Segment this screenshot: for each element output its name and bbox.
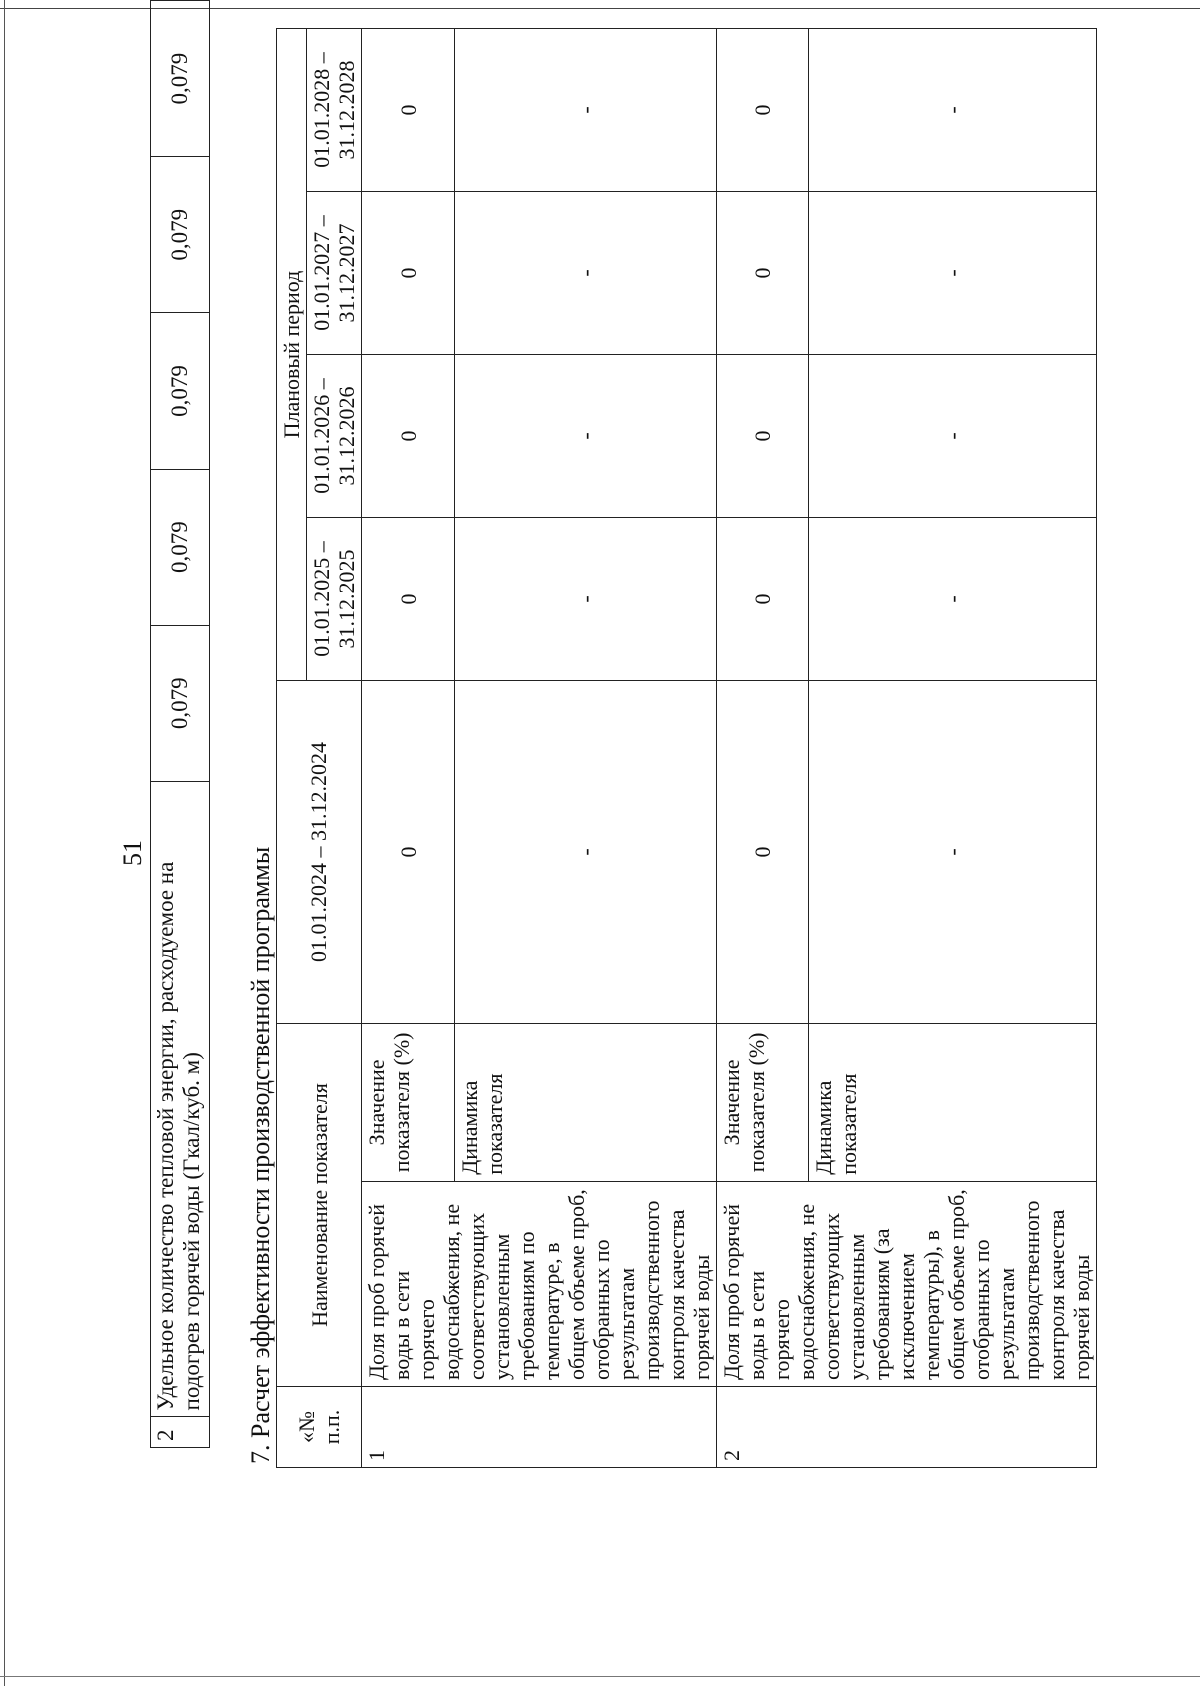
dynamics-cell: - xyxy=(809,355,1097,518)
dynamics-cell: - xyxy=(809,29,1097,192)
value-cell: 0 xyxy=(362,355,455,518)
value-cell: 0 xyxy=(362,518,455,681)
dynamics-cell: - xyxy=(455,518,717,681)
dynamics-cell: - xyxy=(455,681,717,1024)
value-cell: 0,079 xyxy=(151,469,210,625)
value-cell: 0,079 xyxy=(151,1,210,157)
value-label: Значение показателя (%) xyxy=(717,1024,809,1182)
row-number: 1 xyxy=(362,1387,717,1468)
dynamics-label: Динамика показателя xyxy=(455,1024,717,1182)
dynamics-cell: - xyxy=(809,518,1097,681)
value-cell: 0 xyxy=(717,355,809,518)
value-cell: 0,079 xyxy=(151,157,210,313)
table-row xyxy=(151,1,210,1448)
dynamics-cell: - xyxy=(809,192,1097,355)
header-plan-year: 01.01.2025 – 31.12.2025 xyxy=(307,518,362,681)
value-label: Значение показателя (%) xyxy=(362,1024,455,1182)
header-first-period: 01.01.2024 – 31.12.2024 xyxy=(277,681,362,1024)
value-cell: 0 xyxy=(717,518,809,681)
row-description: Доля проб горячей воды в сети горячего водоснабжения, не соответствующих установленным требованиям по температуре, в общем объеме проб, отобранных по результатам производственного контроля качества горячей воды xyxy=(362,1181,717,1386)
value-cell: 0 xyxy=(362,681,455,1024)
row-number: 2 xyxy=(151,1417,210,1448)
value-cell: 0 xyxy=(717,29,809,192)
table-row xyxy=(717,29,809,1468)
header-plan-year: 01.01.2026 – 31.12.2026 xyxy=(307,355,362,518)
row-description: Доля проб горячей воды в сети горячего водоснабжения, не соответствующих установленным требованиям (за исключением температуры), в общем объеме проб, отобранных по результатам производственного контроля качества горячей воды xyxy=(717,1181,1097,1386)
value-cell: 0 xyxy=(717,681,809,1024)
value-cell: 0 xyxy=(362,29,455,192)
header-plan-year: 01.01.2028 – 31.12.2028 xyxy=(307,29,362,192)
section-title: 7. Расчет эффективности производственной программы xyxy=(246,846,275,1464)
dynamics-cell: - xyxy=(455,355,717,518)
header-number: «№ п.п. xyxy=(277,1387,362,1468)
value-cell: 0 xyxy=(362,192,455,355)
header-row xyxy=(277,29,307,1468)
value-cell: 0 xyxy=(717,192,809,355)
header-plan-year: 01.01.2027 – 31.12.2027 xyxy=(307,192,362,355)
header-name: Наименование показателя xyxy=(277,1024,362,1387)
value-cell: 0,079 xyxy=(151,313,210,469)
row-number: 2 xyxy=(717,1387,1097,1468)
top-table xyxy=(150,0,210,1448)
dynamics-cell: - xyxy=(455,192,717,355)
page-number: 51 xyxy=(118,840,147,866)
efficiency-table xyxy=(276,28,1097,1468)
dynamics-cell: - xyxy=(455,29,717,192)
dynamics-label: Динамика показателя xyxy=(809,1024,1097,1182)
dynamics-cell: - xyxy=(809,681,1097,1024)
value-cell: 0,079 xyxy=(151,625,210,781)
header-plan-period: Плановый период xyxy=(277,29,307,681)
row-name: Удельное количество тепловой энергии, расходуемое на подогрев горячей воды (Гкал/куб. м) xyxy=(151,781,210,1417)
table-row xyxy=(362,29,455,1468)
